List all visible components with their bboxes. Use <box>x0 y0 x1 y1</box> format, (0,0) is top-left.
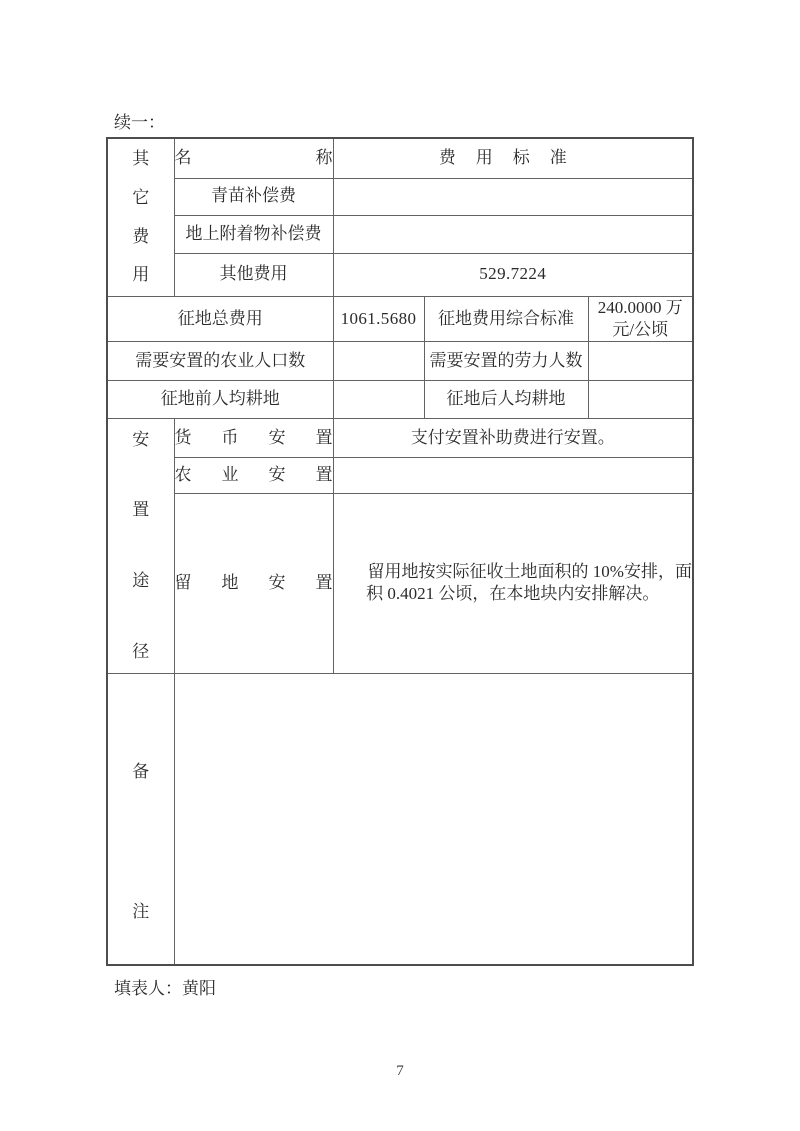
vertical-char: 费 <box>132 226 150 246</box>
total-fee-label: 征地总费用 <box>107 296 333 341</box>
ground-attachment-fee-label: 地上附着物补偿费 <box>174 215 333 253</box>
agricultural-resettlement-label: 农业安置 <box>174 457 333 493</box>
continued-label: 续一： <box>114 113 165 132</box>
vertical-char: 其 <box>132 149 150 169</box>
preparer-label: 填表人：黄阳 <box>114 979 216 998</box>
header-name-cell: 名称 <box>174 138 333 178</box>
labor-count-label: 需要安置的劳力人数 <box>424 341 588 380</box>
post-acquisition-farmland-value <box>588 380 693 418</box>
monetary-resettlement-content: 支付安置补助费进行安置。 <box>333 418 693 457</box>
labor-count-value <box>588 341 693 380</box>
vertical-char: 用 <box>132 265 150 285</box>
remarks-content <box>174 673 693 965</box>
vertical-char: 备 <box>132 762 150 782</box>
vertical-char: 安 <box>132 429 150 449</box>
vertical-char: 注 <box>132 902 150 922</box>
pre-acquisition-farmland-label: 征地前人均耕地 <box>107 380 333 418</box>
agri-population-label: 需要安置的农业人口数 <box>107 341 333 380</box>
ground-attachment-fee-value <box>333 215 693 253</box>
vertical-char: 径 <box>132 641 150 661</box>
other-fee-label: 其他费用 <box>174 253 333 296</box>
green-crop-fee-value <box>333 178 693 215</box>
remarks-vertical-label <box>107 673 174 965</box>
agricultural-resettlement-content <box>333 457 693 493</box>
total-fee-value: 1061.5680 <box>333 296 424 341</box>
header-standard-cell: 费用标准 <box>333 138 693 178</box>
green-crop-fee-label: 青苗补偿费 <box>174 178 333 215</box>
vertical-char: 它 <box>132 187 150 207</box>
vertical-char: 置 <box>132 500 150 520</box>
land-retention-resettlement-label: 留地安置 <box>174 493 333 673</box>
pre-acquisition-farmland-value <box>333 380 424 418</box>
post-acquisition-farmland-label: 征地后人均耕地 <box>424 380 588 418</box>
land-retention-resettlement-content: 留用地按实际征收土地面积的 10%安排，面积 0.4021 公顷，在本地块内安排解决。 <box>333 493 693 673</box>
other-fee-value: 529.7224 <box>333 253 693 296</box>
comprehensive-standard-value: 240.0000 万元/公顷 <box>588 296 693 341</box>
comprehensive-standard-label: 征地费用综合标准 <box>424 296 588 341</box>
vertical-char: 途 <box>132 571 150 590</box>
resettlement-vertical-label <box>107 418 174 673</box>
monetary-resettlement-label: 货币安置 <box>174 418 333 457</box>
agri-population-value <box>333 341 424 380</box>
land-acquisition-table <box>106 137 694 966</box>
page-number: 7 <box>396 1063 404 1079</box>
other-fees-vertical-label <box>107 138 174 296</box>
